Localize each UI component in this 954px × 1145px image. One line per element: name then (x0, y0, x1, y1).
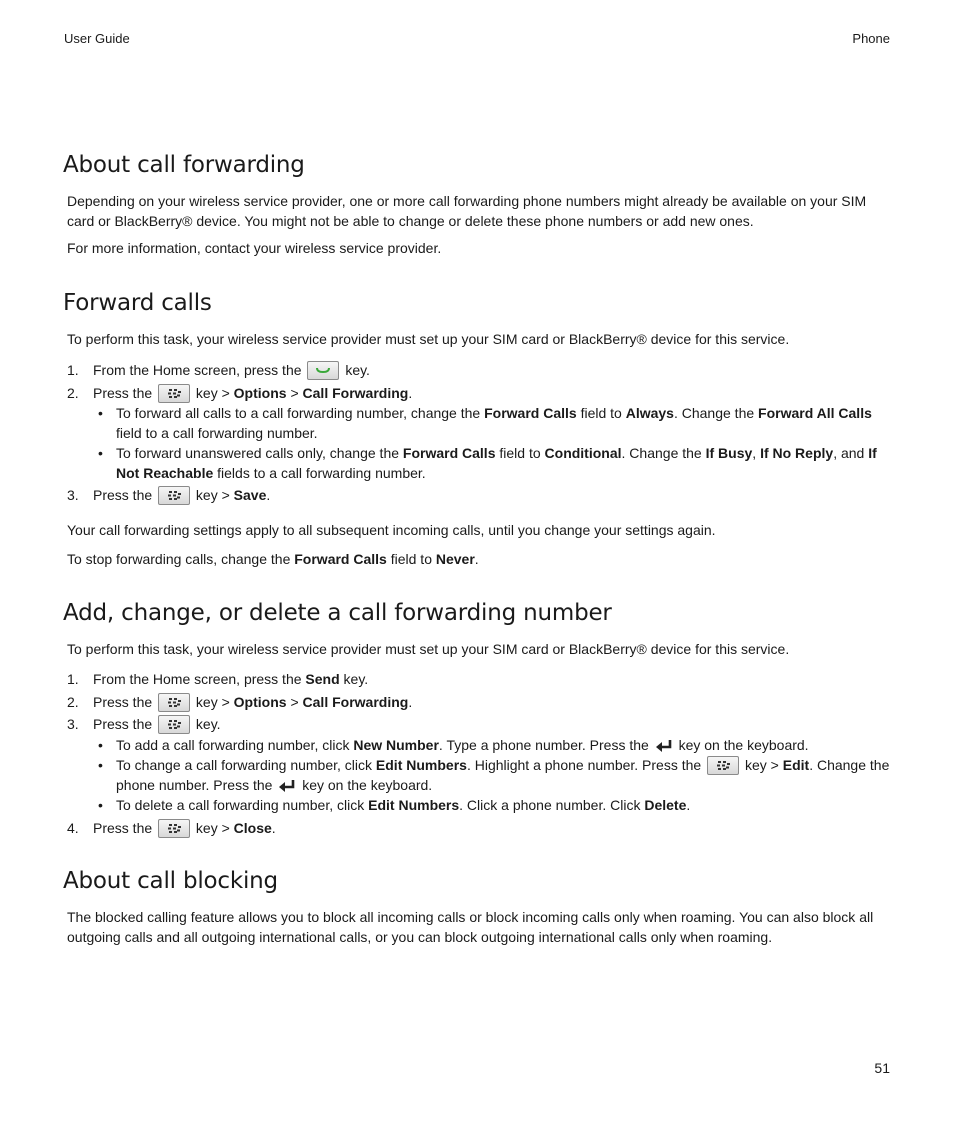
running-header-left: User Guide (64, 31, 130, 46)
list-item: 1. From the Home screen, press the key. (67, 362, 370, 378)
steps-list-add-change-delete (67, 670, 893, 841)
list-item: 4. Press the key > Close. (67, 819, 276, 836)
blackberry-menu-key-icon (158, 384, 190, 403)
section-title-forward-calls: Forward calls (63, 290, 212, 316)
steps-list-forward-calls (67, 361, 893, 509)
paragraph: To perform this task, your wireless service provider must set up your SIM card or BlackBerry® device for this service. (67, 641, 790, 657)
section-title-about-call-forwarding: About call forwarding (63, 152, 305, 178)
paragraph: Depending on your wireless service provider, one or more call forwarding phone numbers might already be available on your SIM card or BlackBerry® device. You might not be able to change or delete these phone numbers or add new ones. (67, 193, 867, 229)
paragraph: The blocked calling feature allows you to block all incoming calls or block incoming calls only when roaming. You can also block all outgoing calls and all outgoing international calls, or you can block outgoing international calls only when roaming. (67, 909, 874, 945)
list-item: 3. Press the key. • To add a call forwarding number, click New Number. Type a phone number. Press the key on the keyboard. • To change a call forwarding number, click Edit Numbers. Highlight a phone number. Press the key > Edit. Change the phone number. Press the key on the keyboard. • To delete a call forwarding number, click Edit Numbers. Click a phone number. Click Delete. (67, 715, 893, 816)
blackberry-menu-key-icon (158, 715, 190, 734)
paragraph: To stop forwarding calls, change the Forward Calls field to Never. (67, 551, 479, 567)
bullet-list (67, 736, 893, 816)
blackberry-menu-key-icon (158, 693, 190, 712)
page-number: 51 (874, 1060, 890, 1076)
running-header-right: Phone (852, 31, 890, 46)
paragraph: Your call forwarding settings apply to all subsequent incoming calls, until you change your settings again. (67, 522, 716, 538)
green-phone-send-key-icon (307, 361, 339, 380)
list-item: • To delete a call forwarding number, click Edit Numbers. Click a phone number. Click Delete. (67, 796, 893, 816)
list-item: 1. From the Home screen, press the Send key. (67, 671, 369, 687)
list-item: • To add a call forwarding number, click New Number. Type a phone number. Press the key on the keyboard. (67, 736, 893, 756)
blackberry-menu-key-icon (158, 819, 190, 838)
list-item: 2. Press the key > Options > Call Forwarding. • To forward all calls to a call forwarding number, change the Forward Calls field to Always. Change the Forward All Calls field to a call forwarding number. • To forward unanswered calls only, change the Forward Calls field to Conditional. Change the If Busy, If No Reply, and If Not Reachable fields to a call forwarding number. (67, 384, 893, 484)
list-item: • To forward all calls to a call forwarding number, change the Forward Calls field to Always. Change the Forward All Calls field to a call forwarding number. (67, 404, 893, 443)
bullet-list (67, 404, 893, 483)
list-item: 2. Press the key > Options > Call Forwarding. (67, 693, 413, 710)
list-item: 3. Press the key > Save. (67, 487, 271, 503)
list-item: • To change a call forwarding number, click Edit Numbers. Highlight a phone number. Press the key > Edit. Change the phone number. Press the key on the keyboard. (67, 756, 893, 795)
blackberry-menu-key-icon (707, 756, 739, 775)
paragraph: To perform this task, your wireless service provider must set up your SIM card or BlackBerry® device for this service. (67, 331, 790, 347)
section-title-add-change-delete: Add, change, or delete a call forwarding number (63, 600, 612, 626)
list-item: • To forward unanswered calls only, change the Forward Calls field to Conditional. Change the If Busy, If No Reply, and If Not Reachable fields to a call forwarding number. (67, 444, 893, 483)
blackberry-menu-key-icon (158, 486, 190, 505)
enter-key-icon (278, 779, 296, 793)
paragraph: For more information, contact your wireless service provider. (67, 240, 442, 256)
section-title-about-call-blocking: About call blocking (63, 868, 278, 894)
enter-key-icon (655, 739, 673, 753)
